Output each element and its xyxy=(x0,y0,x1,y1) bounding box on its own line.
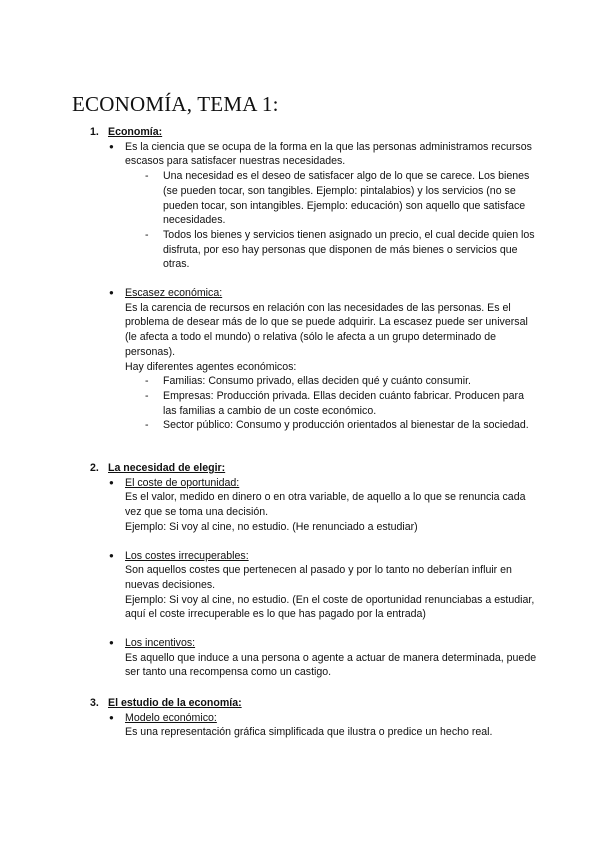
sub-list-item xyxy=(145,169,540,228)
section-title: Economía: xyxy=(108,126,163,138)
item-text: Es una representación gráfica simplificada que ilustra o predice un hecho real. xyxy=(125,726,493,739)
sub-list-item xyxy=(145,374,540,389)
section-heading xyxy=(90,125,540,140)
item-text: Ejemplo: Si voy al cine, no estudio. (En el coste de oportunidad renunciabas a estudiar, aquí el coste irrecuperable es lo que has pagado por la entrada) xyxy=(125,593,535,621)
item-label: Los incentivos: xyxy=(125,637,196,650)
list-item xyxy=(109,549,540,623)
list-item xyxy=(109,286,540,433)
dash-icon: - xyxy=(145,419,149,432)
item-text: Es el valor, medido en dinero o en otra variable, de aquello a lo que se renuncia cada vez que se toma una decisión. xyxy=(125,491,526,519)
bullet-icon: ● xyxy=(109,550,114,560)
dash-icon: - xyxy=(145,228,149,241)
section-number: 3. xyxy=(90,697,99,709)
section-estudio-economia xyxy=(90,696,540,740)
item-label: El coste de oportunidad: xyxy=(125,476,240,489)
item-text: Es aquello que induce a una persona o agente a actuar de manera determinada, puede ser tanto una recompensa como un castigo. xyxy=(125,651,537,679)
sub-item-text: Empresas: Producción privada. Ellas deciden cuánto fabricar. Producen para las familias a cambio de un coste económico. xyxy=(163,389,524,417)
section-number: 2. xyxy=(90,462,99,474)
page-title: ECONOMÍA, TEMA 1: xyxy=(72,92,279,116)
bullet-icon: ● xyxy=(109,638,114,648)
sub-item-text: Una necesidad es el deseo de satisfacer algo de lo que se carece. Los bienes (se pueden tocar, son tangibles. Ejemplo: pintalabios) y los servicios (no se pueden tocar, son intangibles. Ejemplo: educación) son aquello que satisface necesidades. xyxy=(163,170,530,227)
item-label: Modelo económico: xyxy=(125,711,217,724)
sub-list-item xyxy=(145,389,540,418)
list-item xyxy=(109,636,540,680)
bullet-icon: ● xyxy=(109,477,114,487)
section-number: 1. xyxy=(90,126,99,138)
dash-icon: - xyxy=(145,389,149,402)
item-text: Hay diferentes agentes económicos: xyxy=(125,360,297,373)
sub-item-text: Todos los bienes y servicios tienen asignado un precio, el cual decide quien los disfruta, por eso hay personas que disponen de más bienes o servicios que otras. xyxy=(163,228,535,271)
list-item xyxy=(109,476,540,535)
list-item xyxy=(109,711,540,740)
item-text: Ejemplo: Si voy al cine, no estudio. (He renunciado a estudiar) xyxy=(125,520,418,533)
section-heading xyxy=(90,696,540,711)
sub-list-item xyxy=(145,228,540,272)
section-economia xyxy=(90,125,540,433)
item-text: Es la carencia de recursos en relación con las necesidades de las personas. Es el problema de desear más de lo que se puede adquirir. La escasez puede ser universal (le afecta a todo el mundo) o relativa (sólo le afecta a un grupo determinado de personas). xyxy=(125,301,528,358)
dash-icon: - xyxy=(145,170,149,183)
item-label: Escasez económica: xyxy=(125,287,223,300)
item-text: Es la ciencia que se ocupa de la forma en la que las personas administramos recursos escasos para satisfacer nuestras necesidades. xyxy=(125,140,532,168)
list-item xyxy=(109,140,540,272)
bullet-icon: ● xyxy=(109,288,114,298)
section-heading xyxy=(90,461,540,476)
section-necesidad-elegir xyxy=(90,461,540,680)
bullet-icon: ● xyxy=(109,712,114,722)
dash-icon: - xyxy=(145,375,149,388)
item-label: Los costes irrecuperables: xyxy=(125,549,249,562)
sub-item-text: Familias: Consumo privado, ellas deciden qué y cuánto consumir. xyxy=(163,375,471,388)
section-title: La necesidad de elegir: xyxy=(108,462,226,474)
section-title: El estudio de la economía: xyxy=(108,697,242,709)
sub-list-item xyxy=(145,418,540,433)
item-text: Son aquellos costes que pertenecen al pasado y por lo tanto no deberían influir en nuevas decisiones. xyxy=(125,564,512,591)
bullet-icon: ● xyxy=(109,141,114,151)
sub-item-text: Sector público: Consumo y producción orientados al bienestar de la sociedad. xyxy=(163,419,529,432)
